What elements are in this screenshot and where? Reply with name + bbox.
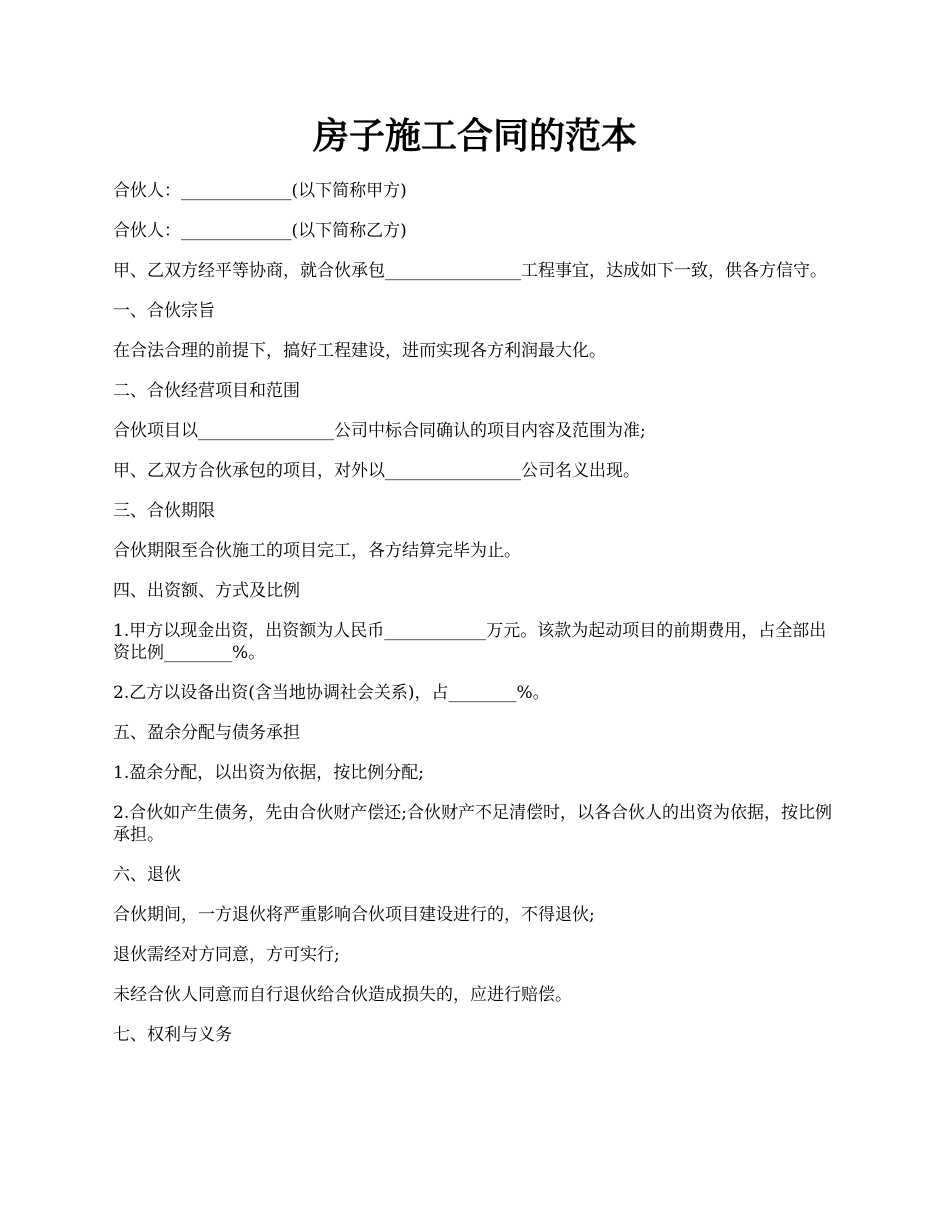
capital-paragraph-1: 1.甲方以现金出资，出资额为人民币____________万元。该款为起动项目的前期费用，占全部出资比例________%。 [113,621,827,663]
capital-paragraph-2: 2.乙方以设备出资(含当地协调社会关系)，占________%。 [113,683,550,703]
purpose-paragraph: 在合法合理的前提下，搞好工程建设，进而实现各方利润最大化。 [113,341,606,361]
scope-paragraph-2: 甲、乙双方合伙承包的项目，对外以________________公司名义出现。 [113,461,640,481]
withdrawal-paragraph-2: 退伙需经对方同意，方可实行; [113,945,340,965]
section-heading-term: 三、合伙期限 [113,501,215,521]
section-heading-capital: 四、出资额、方式及比例 [113,581,300,601]
scope-paragraph-1: 合伙项目以________________公司中标合同确认的项目内容及范围为准; [113,421,646,441]
section-heading-purpose: 一、合伙宗旨 [113,301,215,321]
withdrawal-paragraph-3: 未经合伙人同意而自行退伙给合伙造成损失的，应进行赔偿。 [113,985,572,1005]
party-a-line: 合伙人：_____________(以下简称甲方) [113,181,407,201]
party-b-line: 合伙人：_____________(以下简称乙方) [113,221,407,241]
profit-paragraph-1: 1.盈余分配，以出资为依据，按比例分配; [113,763,424,783]
section-heading-withdrawal: 六、退伙 [113,865,181,885]
document-body [113,180,843,1064]
withdrawal-paragraph-1: 合伙期间，一方退伙将严重影响合伙项目建设进行的，不得退伙; [113,905,595,925]
term-paragraph: 合伙期限至合伙施工的项目完工，各方结算完毕为止。 [113,541,521,561]
document-title: 房子施工合同的范本 [312,115,637,157]
section-heading-rights: 七、权利与义务 [113,1025,232,1045]
section-heading-profit: 五、盈余分配与债务承担 [113,723,300,743]
preamble-paragraph: 甲、乙双方经平等协商，就合伙承包________________工程事宜，达成如下一致，供各方信守。 [113,261,827,281]
profit-paragraph-2: 2.合伙如产生债务，先由合伙财产偿还;合伙财产不足清偿时，以各合伙人的出资为依据，按比例承担。 [113,803,832,845]
section-heading-scope: 二、合伙经营项目和范围 [113,381,300,401]
